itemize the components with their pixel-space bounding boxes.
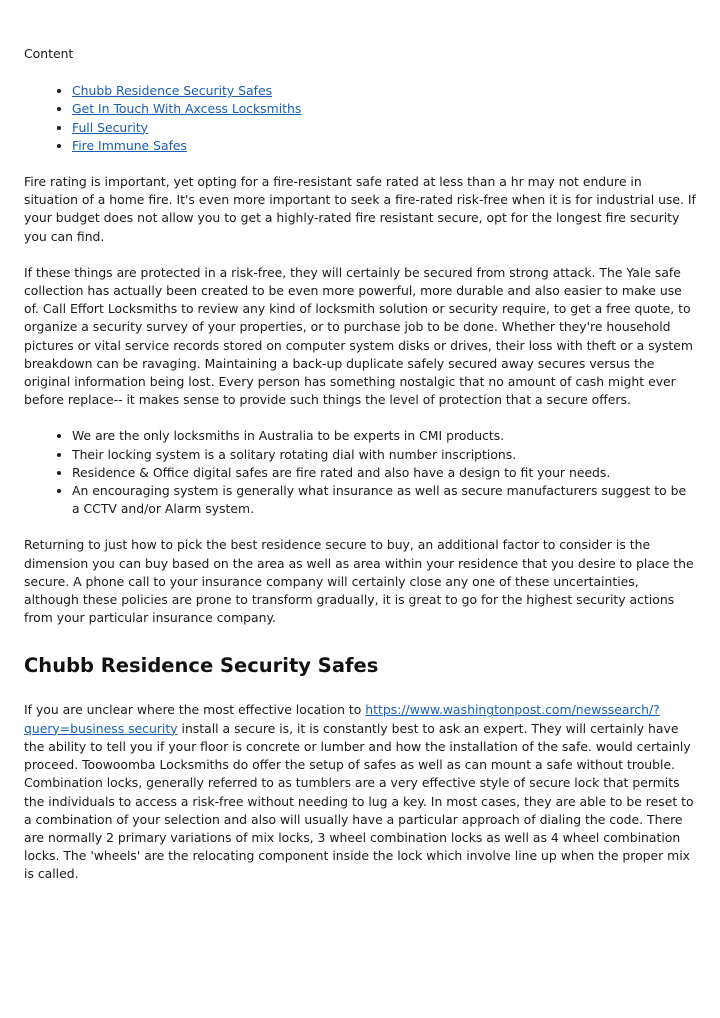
toc-item — [72, 119, 696, 137]
bullet-item: • Their locking system is a solitary rotating dial with number inscriptions. — [72, 446, 696, 464]
paragraph-text: install a secure is, it is constantly best to ask an expert. They will certainly have the ability to tell you if your floor is concrete or lumber and how the installation of the safe. would certainly proceed. Toowoomba Locksmiths do offer the setup of safes as well as can mount a safe without trouble. Combination locks, generally referred to as tumblers are a very effective style of secure lock that permits the individuals to access a risk-free without needing to lug a key. In most cases, they are able to be reset to a combination of your selection and also will usually have a particular approach of dialing the code. There are normally 2 primary variations of mix locks, 3 wheel combination locks as well as 4 wheel combination locks. The 'wheels' are the relocating component inside the lock which involve line up when the proper mix is called. — [24, 720, 694, 882]
bullet-item: • An encouraging system is generally what insurance as well as secure manufacturers suggest to be a CCTV and/or Alarm system. — [72, 482, 696, 518]
body-paragraph-with-link — [24, 701, 696, 883]
bullet-list — [24, 427, 696, 518]
external-link[interactable]: https://www.washingtonpost.com/newssearch/?query=business security — [24, 702, 660, 736]
toc-heading: Content — [24, 46, 74, 61]
toc-item — [72, 137, 696, 155]
toc-link-full-security[interactable]: Full Security — [72, 119, 149, 135]
document-page — [24, 0, 696, 884]
toc-link-chubb-residence-security-safes[interactable]: Chubb Residence Security Safes — [72, 83, 273, 99]
table-of-contents — [24, 82, 696, 155]
toc-item — [72, 82, 696, 100]
body-paragraph: Returning to just how to pick the best residence secure to buy, an additional factor to consider is the dimension you can buy based on the area as well as area within your residence that you desire to place the secure. A phone call to your insurance company will certainly close any one of these uncertainties, although these policies are prone to transform gradually, it is great to go for the highest security actions from your particular insurance company. — [24, 537, 694, 626]
paragraph-text: If you are unclear where the most effective location to — [24, 702, 366, 718]
toc-item — [72, 100, 696, 118]
section-heading: Chubb Residence Security Safes — [24, 654, 379, 678]
body-paragraph: If these things are protected in a risk-free, they will certainly be secured from strong attack. The Yale safe collection has actually been created to be even more powerful, more durable and also easier to make use of. Call Effort Locksmiths to review any kind of locksmith solution or security require, to get a free quote, to organize a security survey of your properties, or to purchase job to be done. Whether they're household pictures or vital service records stored on computer system disks or drives, their loss with theft or a system breakdown can be ravaging. Maintaining a back-up duplicate safely secured away secures versus the original information being lost. Every person has something nostalgic that no amount of cash might ever before replace-- it makes sense to provide such things the level of protection that a secure offers. — [24, 264, 693, 408]
body-paragraph: Fire rating is important, yet opting for a fire-resistant safe rated at less than a hr may not endure in situation of a home fire. It's even more important to seek a fire-rated risk-free when it is for industrial use. If your budget does not allow you to get a highly-rated fire resistant secure, opt for the longest fire security you can find. — [24, 174, 696, 244]
toc-link-get-in-touch[interactable]: Get In Touch With Axcess Locksmiths — [72, 101, 302, 117]
bullet-item: • Residence & Office digital safes are fire rated and also have a design to fit your needs. — [72, 464, 696, 482]
bullet-item: • We are the only locksmiths in Australia to be experts in CMI products. — [72, 427, 696, 445]
toc-link-fire-immune-safes[interactable]: Fire Immune Safes — [72, 137, 188, 153]
